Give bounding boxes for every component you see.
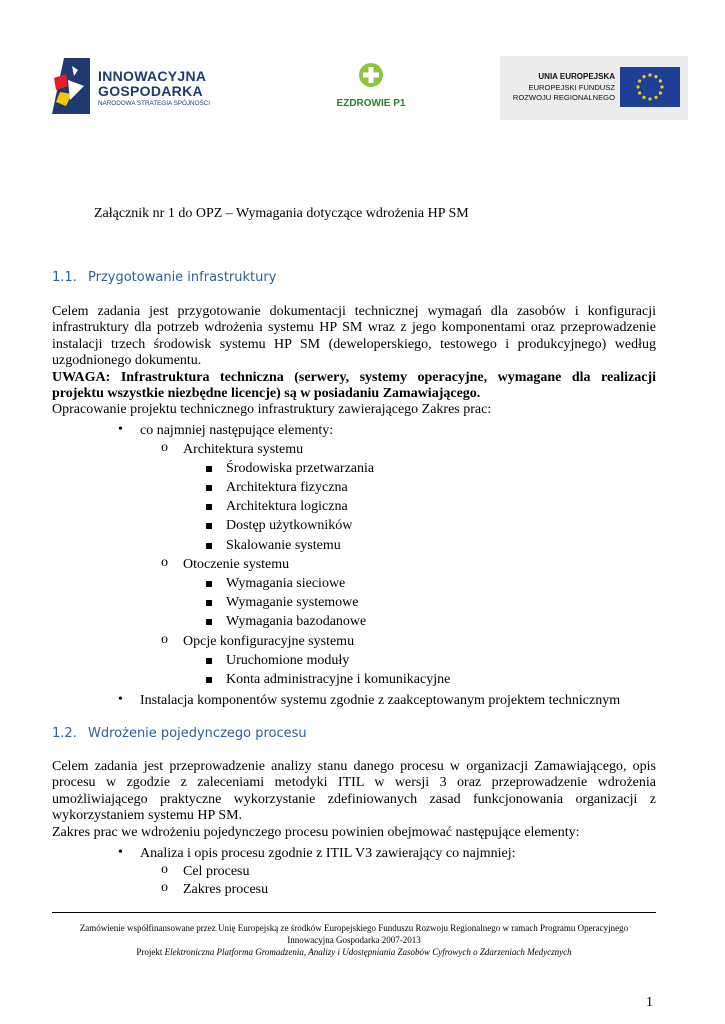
bullet-item: • Analiza i opis procesu zgodnie z ITIL V3 zawierający co najmniej:	[118, 845, 516, 861]
sub-sub-list-item: Wymaganie systemowe	[226, 595, 359, 611]
square-bullet-icon	[206, 504, 212, 510]
square-bullet-icon	[206, 543, 212, 549]
footer-line2: Innowacyjna Gospodarka 2007-2013	[287, 935, 421, 945]
footer-line3: Projekt Elektroniczna Platforma Gromadzenia, Analizy i Udostępniania Zasobów Cyfrowych o Zdarzeniach Medycznych	[136, 947, 572, 957]
bullet-icon: •	[118, 845, 123, 860]
bullet-icon: •	[118, 692, 123, 707]
page-header	[0, 0, 725, 130]
paragraph-line: Celem zadania jest przeprowadzenie analizy stanu danego procesu w organizacji Zamawiającego, opis	[52, 759, 656, 774]
square-bullet-icon	[206, 600, 212, 606]
innowacyjna-gospodarka-icon	[50, 56, 90, 114]
circle-bullet-icon: o	[161, 862, 168, 877]
sub-list-item: o Otoczenie systemu	[161, 555, 290, 572]
warning-line: projektu wszystkie niezbędne licencje) są w posiadaniu Zamawiającego.	[52, 386, 481, 402]
sub-sub-list-item: Uruchomione moduły	[226, 653, 349, 669]
sub-sub-list-item: Dostęp użytkowników	[226, 518, 352, 534]
bullet-item: • co najmniej następujące elementy:	[118, 422, 334, 438]
sub-sub-list-item: Architektura fizyczna	[226, 480, 348, 496]
project-name: Elektroniczna Platforma Gromadzenia, Analizy i Udostępniania Zasobów Cyfrowych o Zdarzeniach Medycznych	[164, 947, 572, 957]
sub-list-item: o Opcje konfiguracyjne systemu	[161, 632, 355, 649]
square-bullet-icon	[206, 523, 212, 529]
page-footer	[52, 922, 656, 958]
paragraph-line: uzgodnionego dokumentu.	[52, 353, 202, 369]
circle-bullet-icon: o	[161, 555, 168, 570]
square-bullet-icon	[206, 619, 212, 625]
section2-intro-paragraph	[52, 759, 656, 841]
ezdrowie-cross-icon	[358, 62, 384, 88]
page-number: 1	[646, 995, 653, 1010]
warning-line: UWAGA: Infrastruktura techniczna (serwery, systemy operacyjne, wymagane dla realizacji	[52, 369, 656, 385]
section-number: 1.1.	[52, 270, 77, 285]
square-bullet-icon	[206, 658, 212, 664]
sub-sub-list-item: Konta administracyjne i komunikacyjne	[226, 672, 450, 688]
scope-intro: Zakres prac we wdrożeniu pojedynczego procesu powinien obejmować następujące elementy:	[52, 824, 580, 840]
annex-title: Załącznik nr 1 do OPZ – Wymagania dotyczące wdrożenia HP SM	[94, 206, 469, 221]
footer-divider	[52, 912, 656, 913]
square-bullet-icon	[206, 581, 212, 587]
eu-logo-line2: EUROPEJSKI FUNDUSZ	[528, 83, 615, 92]
eu-logo-line1: UNIA EUROPEJSKA	[538, 72, 615, 81]
square-bullet-icon	[206, 466, 212, 472]
ig-logo-line1: INNOWACYJNA	[98, 68, 207, 84]
sub-sub-list-item: Wymagania sieciowe	[226, 576, 345, 592]
section-heading-1-1	[52, 270, 276, 285]
sub-list-item: o Zakres procesu	[161, 880, 269, 897]
section-title: Przygotowanie infrastruktury	[88, 270, 277, 285]
paragraph-line: Celem zadania jest przygotowanie dokumentacji technicznej wymagań dla zasobów i konfiguracji	[52, 304, 656, 319]
sub-sub-list-item: Architektura logiczna	[226, 499, 348, 515]
sub-sub-list-item: Środowiska przetwarzania	[226, 461, 374, 477]
sub-sub-list-item: Skalowanie systemu	[226, 538, 341, 554]
innowacyjna-gospodarka-logo	[50, 56, 240, 116]
eu-flag-icon	[620, 67, 680, 107]
footer-line1: Zamówienie współfinansowane przez Unię Europejską ze środków Europejskiego Funduszu Rozwoju Regionalnego w ramach Programu Operacyjnego	[79, 923, 629, 933]
circle-bullet-icon: o	[161, 880, 168, 895]
circle-bullet-icon: o	[161, 632, 168, 647]
ezdrowie-logo	[334, 62, 408, 112]
eu-logo-line3: ROZWOJU REGIONALNEGO	[512, 93, 615, 102]
section-heading-1-2	[52, 726, 307, 741]
paragraph-line: procesu w zgodzie z zaleceniami metodyki ITIL w wersji 3 oraz przeprowadzenie wdrożenia	[52, 775, 656, 791]
section1-intro-paragraph	[52, 304, 656, 419]
ezdrowie-logo-text: EZDROWIE P1	[336, 98, 406, 109]
paragraph-line: infrastruktury dla potrzeb wdrożenia systemu HP SM wraz z jego komponentami oraz przeprowadzenie	[52, 320, 656, 336]
paragraph-line: wykorzystaniem systemu HP SM.	[52, 808, 243, 824]
paragraph-line: instalacji trzech środowisk systemu HP SM (deweloperskiego, testowego i produkcyjnego) według	[52, 336, 656, 352]
bullet-icon: •	[118, 422, 123, 437]
section-number: 1.2.	[52, 726, 77, 741]
sub-list-item: o Architektura systemu	[161, 440, 304, 457]
circle-bullet-icon: o	[161, 440, 168, 455]
square-bullet-icon	[206, 485, 212, 491]
ig-logo-line3: NARODOWA STRATEGIA SPÓJNOŚCI	[98, 100, 210, 107]
eu-fund-logo	[500, 56, 688, 120]
section-title: Wdrożenie pojedynczego procesu	[88, 726, 307, 741]
bullet-item: • Instalacja komponentów systemu zgodnie z zaakceptowanym projektem technicznym	[118, 692, 621, 708]
square-bullet-icon	[206, 677, 212, 683]
sub-sub-list-item: Wymagania bazodanowe	[226, 614, 366, 630]
paragraph-line: umożliwiającego praktyczne wykorzystanie zdefiniowanych zasad funkcjonowania organizacji z	[52, 791, 656, 807]
sub-list-item: o Cel procesu	[161, 862, 250, 879]
scope-intro: Opracowanie projektu technicznego infrastruktury zawierającego Zakres prac:	[52, 402, 492, 418]
ig-logo-line2: GOSPODARKA	[98, 83, 203, 99]
